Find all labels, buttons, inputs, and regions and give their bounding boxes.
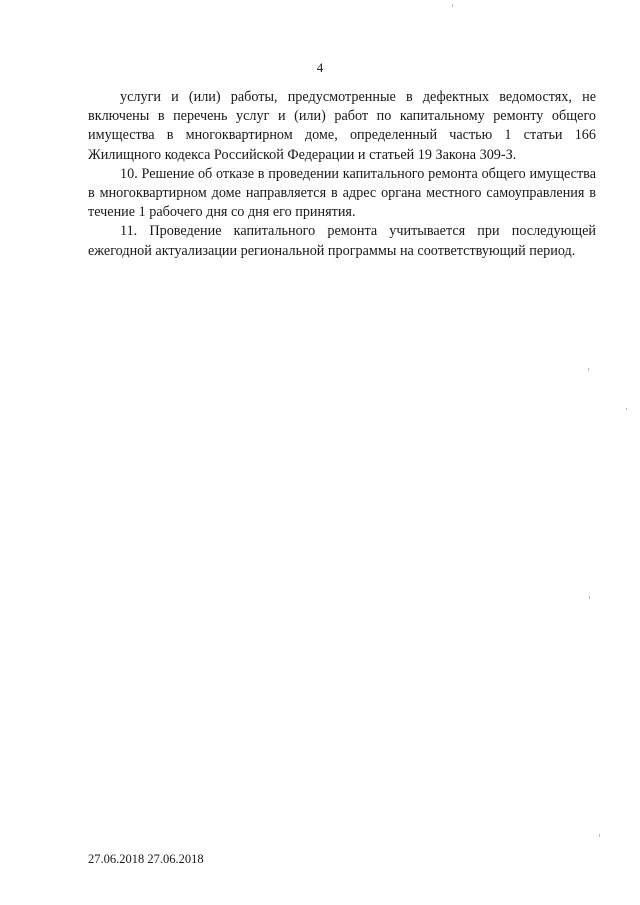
paragraph-11: 11. Проведение капитального ремонта учитывается при последующей ежегодной актуализации региональной программы на соответствующий период.: [88, 223, 596, 259]
scan-speck: [626, 408, 627, 410]
scan-speck: [599, 834, 600, 837]
paragraph-continuation: услуги и (или) работы, предусмотренные в дефектных ведомостях, не включены в перечень услуг и (или) работ по капитальному ремонту общего имущества в многоквартирном доме, определенный частью 1 статьи 166 Жилищного кодекса Российской Федерации и статьей 19 Закона 309-З.: [88, 89, 596, 163]
scan-speck: [452, 4, 453, 7]
document-body: [88, 88, 596, 261]
page-number: 4: [316, 60, 324, 75]
paragraph-10: 10. Решение об отказе в проведении капитального ремонта общего имущества в многоквартирном доме направляется в адрес органа местного самоуправления в течение 1 рабочего дня со дня его принятия.: [88, 165, 596, 221]
scan-speck: [588, 368, 589, 371]
scan-speck: [589, 596, 590, 599]
footer-date-stamp: 27.06.2018 27.06.2018: [88, 852, 204, 866]
